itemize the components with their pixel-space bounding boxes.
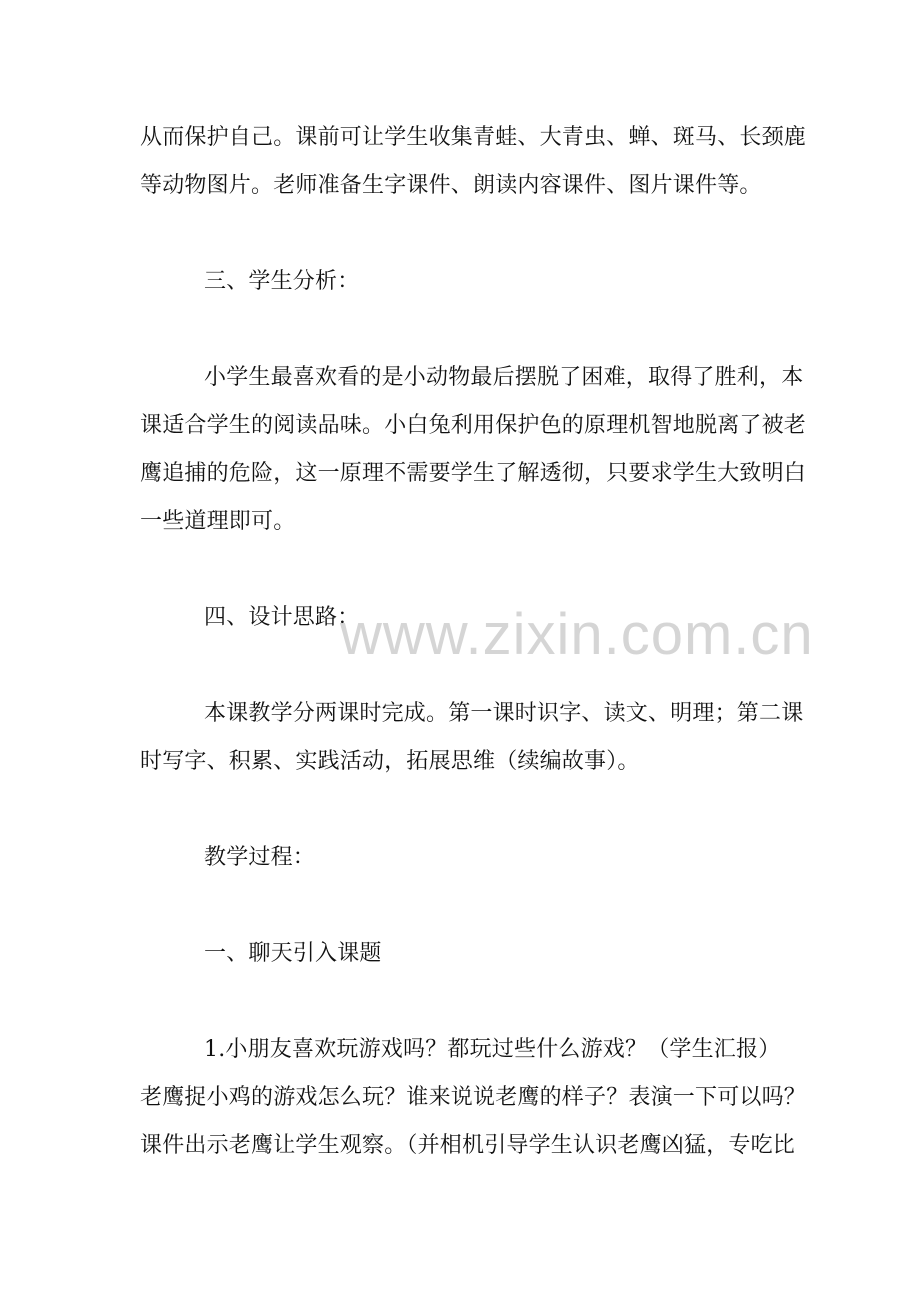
paragraph-2-line-1: 小学生最喜欢看的是小动物最后摆脱了困难，取得了胜利，本 xyxy=(204,365,804,390)
paragraph-4-line-1: 1.小朋友喜欢玩游戏吗？都玩过些什么游戏？（学生汇报） xyxy=(204,1037,781,1062)
paragraph-2-line-2: 课适合学生的阅读品味。小白兔利用保护色的原理机智地脱离了被老 xyxy=(140,413,807,438)
paragraph-4-line-3: 课件出示老鹰让学生观察。（并相机引导学生认识老鹰凶猛，专吃比 xyxy=(140,1133,796,1158)
paragraph-4-line-2: 老鹰捉小鸡的游戏怎么玩？谁来说说老鹰的样子？表演一下可以吗？ xyxy=(140,1085,807,1110)
paragraph-1-line-2: 等动物图片。老师准备生字课件、朗读内容课件、图片课件等。 xyxy=(140,173,762,198)
section-heading-design-ideas: 四、设计思路： xyxy=(204,605,360,630)
section-heading-teaching-process: 教学过程： xyxy=(204,845,316,870)
paragraph-3-line-2: 时写字、积累、实践活动，拓展思维（续编故事）。 xyxy=(140,749,640,774)
section-heading-student-analysis: 三、学生分析： xyxy=(204,269,360,294)
paragraph-2-line-4: 一些道理即可。 xyxy=(140,509,296,534)
section-heading-chat-intro: 一、聊天引入课题 xyxy=(204,941,382,966)
paragraph-2-line-3: 鹰追捕的危险，这一原理不需要学生了解透彻，只要求学生大致明白 xyxy=(140,461,807,486)
paragraph-1-line-1: 从而保护自己。课前可让学生收集青蛙、大青虫、蝉、斑马、长颈鹿 xyxy=(140,125,807,150)
paragraph-3-line-1: 本课教学分两课时完成。第一课时识字、读文、明理；第二课 xyxy=(204,701,804,726)
watermark: www.zixin.com.cn xyxy=(340,602,814,667)
